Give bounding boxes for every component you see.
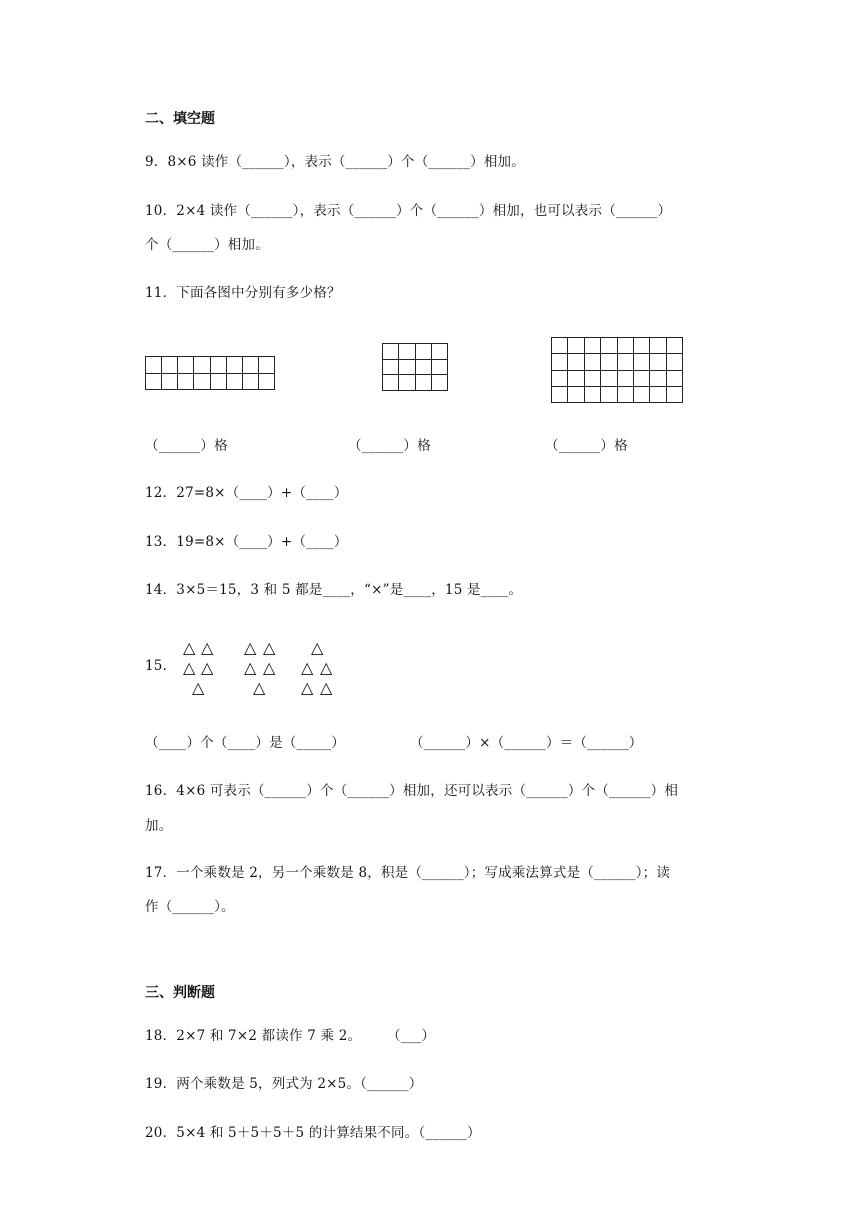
grid-3-answer: （______）格	[545, 438, 628, 454]
grid-cell	[618, 371, 634, 387]
grid-cell	[585, 354, 601, 370]
question-9: 9．8×6 读作（______），表示（______）个（______）相加。	[145, 154, 525, 170]
grid-cell	[618, 354, 634, 370]
grid-cell	[552, 354, 568, 370]
triangle-icon: △	[263, 658, 276, 677]
section-heading-true-false: 三、判断题	[145, 985, 215, 1001]
question-11: 11．下面各图中分别有多少格？	[145, 285, 341, 301]
grid-cell	[162, 374, 178, 391]
grid-cell	[618, 338, 634, 354]
grid-cell	[227, 374, 243, 391]
grid-cell	[634, 387, 650, 403]
grid-figure-1	[145, 356, 275, 390]
question-20: 20．5×4 和 5＋5＋5＋5 的计算结果不同。（______）	[145, 1125, 481, 1141]
grid-cell	[552, 338, 568, 354]
triangle-icon: △	[244, 658, 257, 677]
grid-cell	[634, 338, 650, 354]
grid-cell	[399, 375, 415, 391]
grid-figure-2	[382, 343, 448, 391]
triangle-icon: △	[192, 678, 205, 697]
grid-cell	[634, 354, 650, 370]
grid-cell	[601, 371, 617, 387]
grid-cell	[399, 344, 415, 360]
question-17-line2: 作（______）。	[145, 899, 235, 915]
triangle-icon: △	[301, 658, 314, 677]
grid-cell	[667, 354, 683, 370]
grid-cell	[178, 374, 194, 391]
grid-cell	[383, 375, 399, 391]
triangle-icon: △	[320, 678, 333, 697]
grid-cell	[146, 374, 162, 391]
grid-cell	[667, 387, 683, 403]
grid-cell	[211, 357, 227, 374]
triangle-icon: △	[201, 638, 214, 657]
grid-cell	[146, 357, 162, 374]
grid-cell	[667, 338, 683, 354]
grid-cell	[259, 374, 275, 391]
question-18: 18．2×7 和 7×2 都读作 7 乘 2。	[145, 1028, 362, 1044]
grid-cell	[383, 360, 399, 376]
grid-cell	[432, 344, 448, 360]
grid-cell	[601, 354, 617, 370]
question-16-line2: 加。	[145, 818, 173, 834]
grid-cell	[194, 374, 210, 391]
grid-cell	[432, 360, 448, 376]
question-14: 14．3×5＝15，3 和 5 都是____，“×”是____，15 是____。	[145, 582, 523, 598]
question-10-line1: 10．2×4 读作（______），表示（______）个（______）相加，也可以表示（______）	[145, 203, 672, 219]
triangle-icon: △	[263, 638, 276, 657]
question-16-line1: 16．4×6 可表示（______）个（______）相加，还可以表示（______）个（______）相	[145, 783, 679, 799]
grid-cell	[162, 357, 178, 374]
grid-1-answer: （______）格	[145, 438, 228, 454]
triangle-icon: △	[320, 658, 333, 677]
grid-cell	[243, 357, 259, 374]
grid-figure-3	[551, 337, 683, 403]
grid-cell	[634, 371, 650, 387]
grid-cell	[568, 338, 584, 354]
grid-cell	[618, 387, 634, 403]
grid-cell	[432, 375, 448, 391]
triangle-icon: △	[201, 658, 214, 677]
question-12: 12．27=8×（____）+（____）	[145, 485, 348, 501]
grid-cell	[178, 357, 194, 374]
triangle-icon: △	[183, 658, 196, 677]
grid-cell	[211, 374, 227, 391]
grid-cell	[399, 360, 415, 376]
grid-cell	[585, 371, 601, 387]
grid-cell	[650, 354, 666, 370]
grid-cell	[227, 357, 243, 374]
grid-cell	[585, 338, 601, 354]
grid-cell	[416, 344, 432, 360]
grid-cell	[585, 387, 601, 403]
question-15-answer-right: （______）×（______）＝（______）	[410, 735, 643, 751]
grid-cell	[194, 357, 210, 374]
triangle-icon: △	[301, 678, 314, 697]
grid-cell	[416, 375, 432, 391]
question-15-answer-left: （____）个（____）是（_____）	[145, 735, 345, 751]
grid-cell	[650, 338, 666, 354]
grid-cell	[667, 371, 683, 387]
triangle-icon: △	[311, 638, 324, 657]
grid-cell	[650, 387, 666, 403]
question-13: 13．19=8×（____）+（____）	[145, 534, 348, 550]
grid-cell	[568, 354, 584, 370]
question-17-line1: 17．一个乘数是 2，另一个乘数是 8，积是（______）；写成乘法算式是（______）；读	[145, 865, 671, 881]
grid-cell	[243, 374, 259, 391]
question-19: 19．两个乘数是 5，列式为 2×5。（______）	[145, 1076, 423, 1092]
grid-cell	[568, 371, 584, 387]
grid-cell	[416, 360, 432, 376]
grid-cell	[552, 387, 568, 403]
grid-cell	[650, 371, 666, 387]
grid-cell	[552, 371, 568, 387]
grid-cell	[259, 357, 275, 374]
question-10-line2: 个（______）相加。	[145, 237, 269, 253]
question-18-blank: （___）	[387, 1028, 436, 1044]
grid-cell	[601, 387, 617, 403]
triangle-icon: △	[183, 638, 196, 657]
grid-cell	[383, 344, 399, 360]
grid-2-answer: （______）格	[348, 438, 431, 454]
triangle-icon: △	[244, 638, 257, 657]
section-heading-fill-blank: 二、填空题	[145, 111, 215, 127]
grid-cell	[568, 387, 584, 403]
triangle-icon: △	[253, 678, 266, 697]
grid-cell	[601, 338, 617, 354]
question-15-label: 15．	[145, 658, 177, 674]
